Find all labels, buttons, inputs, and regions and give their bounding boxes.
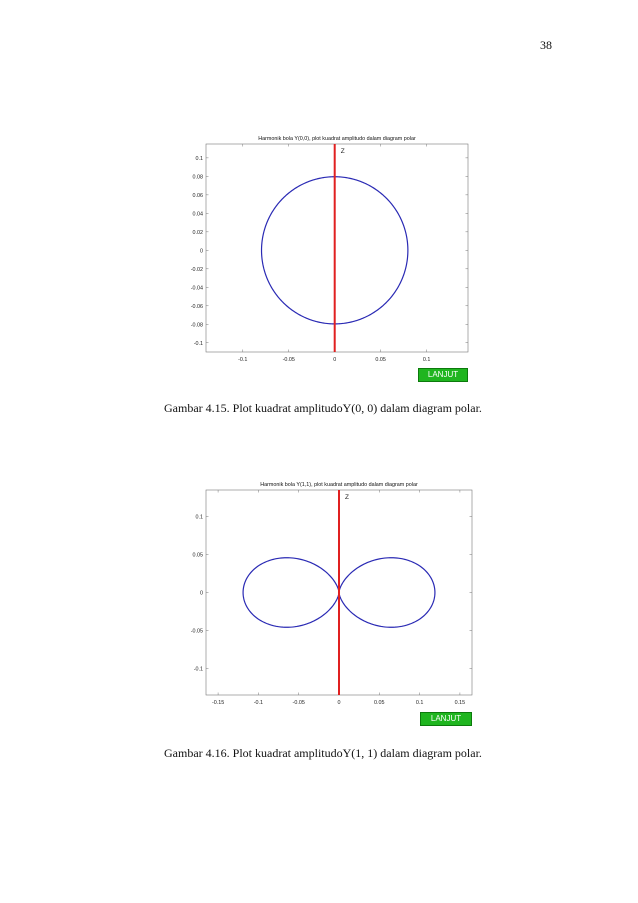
z-axis-label: Z: [340, 148, 345, 155]
y-tick-label: -0.08: [190, 322, 203, 329]
x-tick-label: -0.05: [282, 357, 295, 363]
polar-plot-y00: [180, 132, 474, 384]
z-axis-label: Z: [345, 494, 349, 501]
y-tick-label: 0.1: [195, 155, 203, 162]
y-tick-label: -0.1: [193, 666, 203, 673]
chart-title: Harmonik bola Y(1,1), plot kuadrat amplitudo dalam diagram polar: [260, 482, 418, 488]
y-tick-label: 0.05: [192, 552, 203, 559]
polar-plot-y11: [180, 473, 480, 725]
x-tick-label: -0.05: [292, 700, 305, 706]
figure-4-15-plot: [180, 132, 474, 384]
y-tick-label: -0.06: [190, 303, 203, 310]
figure-caption: Gambar 4.15. Plot kuadrat amplitudoY(0, 0) dalam diagram polar.: [164, 401, 482, 415]
y-tick-label: -0.02: [190, 266, 203, 273]
chart-title: Harmonik bola Y(0,0), plot kuadrat amplitudo dalam diagram polar: [258, 136, 416, 142]
x-tick-label: 0: [337, 700, 341, 706]
x-tick-label: 0.05: [374, 700, 385, 706]
lanjut-button[interactable]: LANJUT: [420, 712, 472, 726]
x-tick-label: 0.1: [415, 700, 424, 706]
x-tick-label: -0.1: [253, 700, 264, 706]
y-tick-label: 0.06: [192, 192, 203, 199]
x-tick-label: 0.1: [422, 357, 431, 363]
y-tick-label: -0.05: [190, 628, 203, 635]
x-tick-label: -0.15: [211, 700, 225, 706]
plot-frame: [206, 144, 468, 352]
y-tick-label: -0.1: [193, 340, 203, 347]
y-tick-label: 0.1: [195, 514, 203, 521]
figure-caption: Gambar 4.16. Plot kuadrat amplitudoY(1, 1) dalam diagram polar.: [164, 746, 482, 760]
x-tick-label: 0.05: [375, 357, 386, 363]
x-tick-label: 0: [333, 357, 337, 363]
y-tick-label: 0.04: [192, 211, 203, 218]
y-tick-label: 0: [200, 248, 203, 255]
page-number: 38: [540, 38, 552, 52]
y-tick-label: 0: [200, 590, 203, 597]
y-tick-label: 0.08: [192, 174, 203, 181]
x-tick-label: 0.15: [454, 700, 466, 706]
lanjut-button[interactable]: LANJUT: [418, 368, 468, 382]
y-tick-label: 0.02: [192, 229, 203, 236]
figure-4-16-plot: [180, 473, 480, 725]
y-tick-label: -0.04: [190, 285, 203, 292]
x-tick-label: -0.1: [238, 357, 248, 363]
